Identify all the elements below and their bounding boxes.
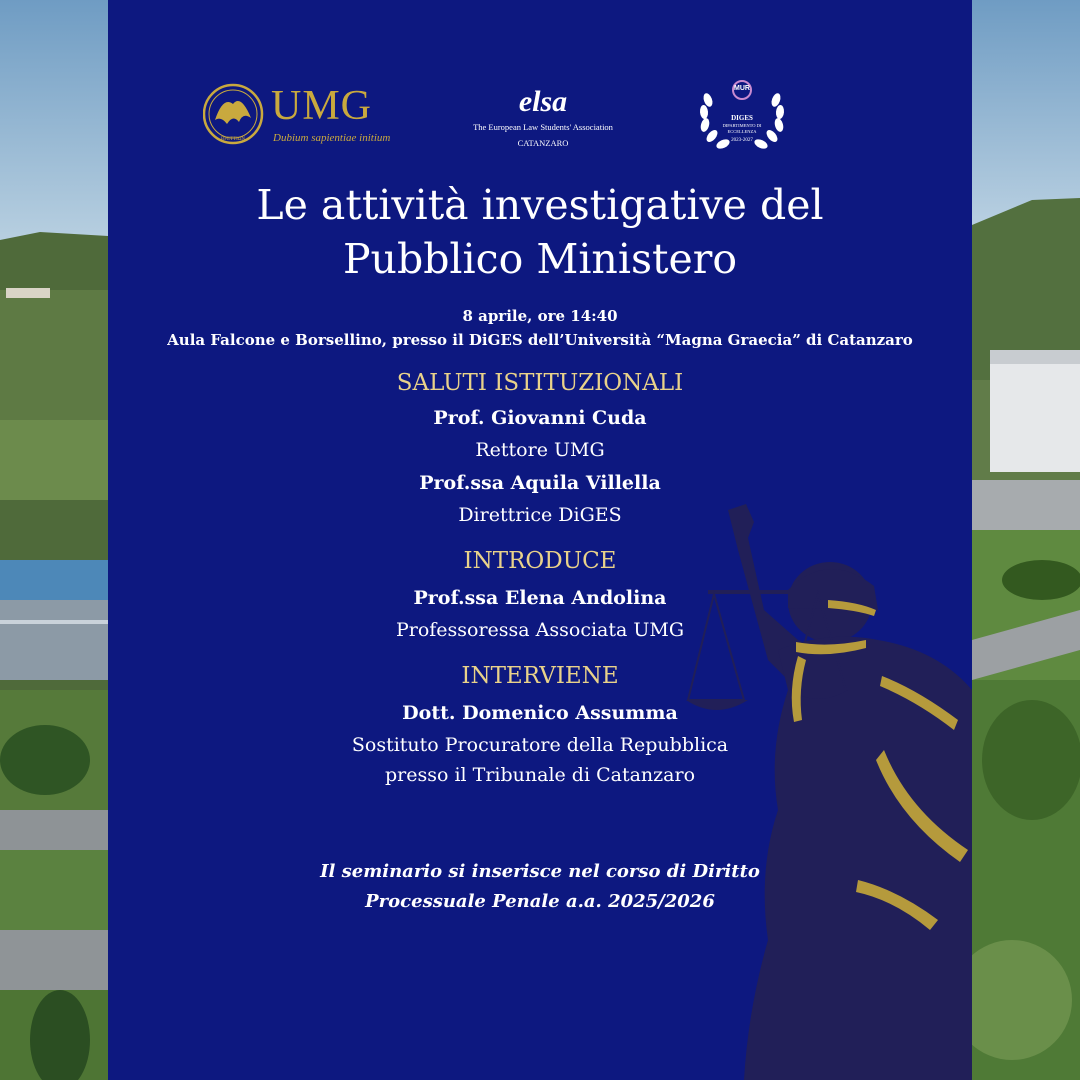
umg-motto: Dubium sapientiae initium [273, 132, 391, 144]
event-venue: Aula Falcone e Borsellino, presso il DiGES dell’Università “Magna Graecia” di Catanzaro [167, 331, 913, 349]
elsa-logo [463, 86, 623, 152]
diges-name: DIGES [731, 114, 753, 122]
introduce-heading: INTRODUCE [463, 548, 617, 574]
course-note-line1: Il seminario si inserisce nel corso di Diritto [320, 861, 760, 882]
introducer-name: Prof.ssa Elena Andolina [413, 587, 667, 609]
saluti-heading: SALUTI ISTITUZIONALI [396, 370, 684, 396]
elsa-wordmark: elsa [518, 85, 568, 118]
event-title [108, 178, 972, 286]
event-panel [108, 0, 972, 1080]
umg-seal-text: ΒΡΕΤΤΙΩΝ [220, 137, 246, 142]
course-note [108, 857, 972, 917]
course-note-line2: Processuale Penale a.a. 2025/2026 [365, 891, 715, 912]
diges-mur: MUR [734, 85, 750, 92]
speaker-role: Direttrice DiGES [458, 504, 622, 526]
umg-logo [203, 78, 393, 153]
introducer-role: Professoressa Associata UMG [395, 619, 685, 641]
campus-photo-left [0, 0, 108, 1080]
event-date: 8 aprile, ore 14:40 [462, 307, 618, 325]
diges-subtitle: DIPARTIMENTO DI ECCELLENZA [722, 123, 762, 134]
speaker-role: Rettore UMG [475, 439, 605, 461]
speaker-name: Prof. Giovanni Cuda [433, 407, 647, 429]
speaker-name-main: Dott. Domenico Assumma [402, 702, 678, 724]
diges-logo [692, 76, 792, 156]
diges-years: 2023-2027 [731, 138, 753, 143]
event-title-line1: Le attività investigative del [256, 181, 824, 229]
speaker-name: Prof.ssa Aquila Villella [419, 472, 661, 494]
campus-photo-right [972, 0, 1080, 1080]
elsa-subtitle: The European Law Students' Association [473, 122, 613, 132]
speaker-role-main-line2: presso il Tribunale di Catanzaro [384, 764, 696, 786]
event-title-line2: Pubblico Ministero [342, 235, 738, 283]
speaker-role-main-line1: Sostituto Procuratore della Repubblica [351, 734, 729, 756]
elsa-city: CATANZARO [517, 138, 569, 148]
interviene-heading: INTERVIENE [461, 663, 619, 689]
umg-wordmark: UMG [271, 83, 373, 129]
